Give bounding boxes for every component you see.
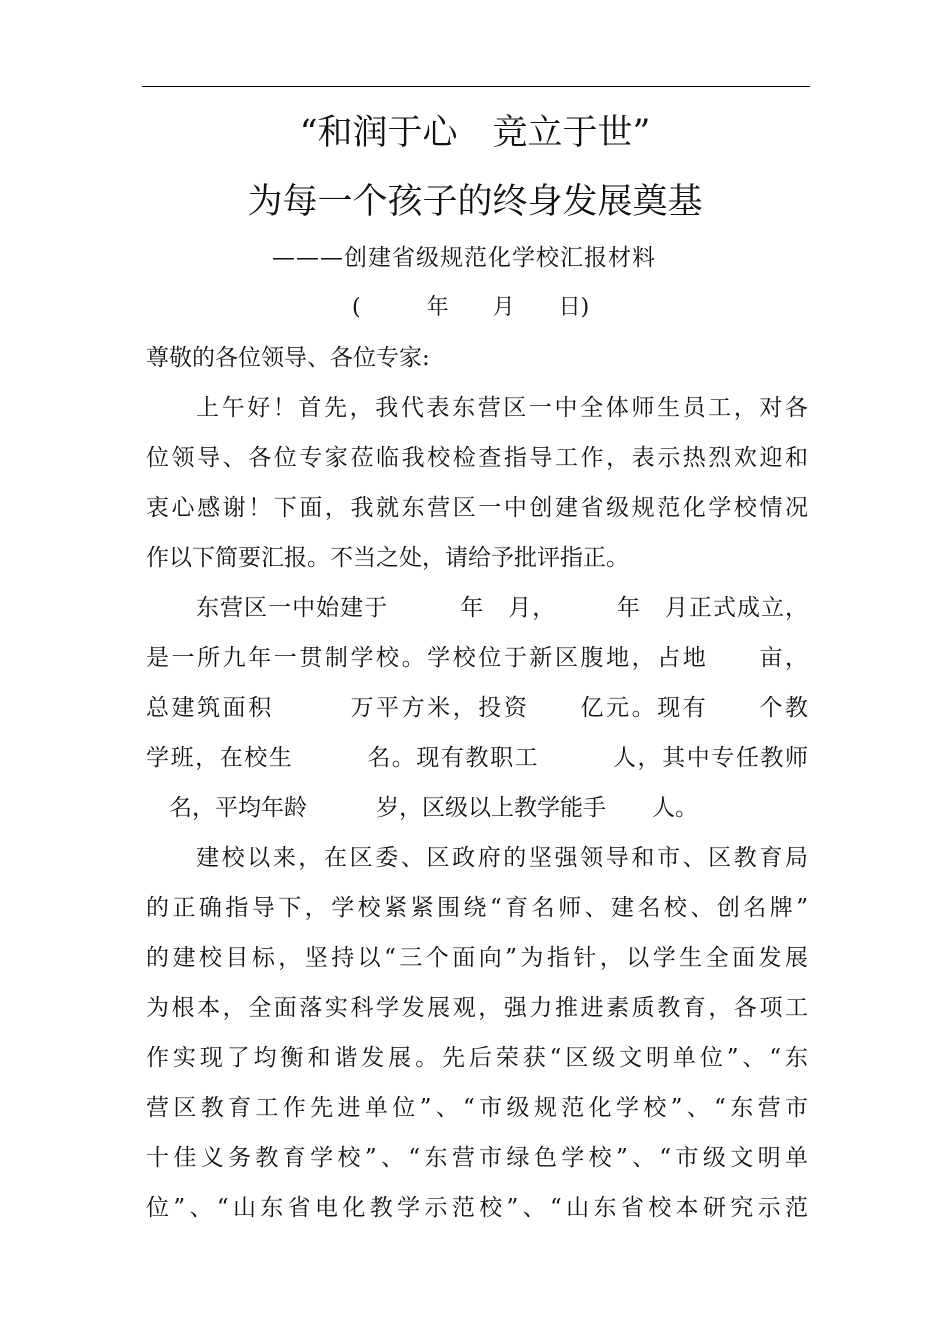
document-subtitle: ———创建省级规范化学校汇报材料 [272,245,656,271]
header-rule [142,86,810,87]
paragraph-line: 的建校目标，坚持以“三个面向”为指针，以学生全面发展 [146,945,808,971]
paragraph-line: 是一所九年一贯制学校。学校位于新区腹地，占地 亩， [146,645,808,671]
paragraph-line: 位领导、各位专家莅临我校检查指导工作，表示热烈欢迎和 [146,445,808,471]
paragraph-line: 作实现了均衡和谐发展。先后荣获“区级文明单位”、“东 [146,1045,808,1071]
paragraph-line: 营区教育工作先进单位”、“市级规范化学校”、“东营市 [146,1095,808,1121]
document-title-line1: “和润于心 竞立于世” [299,113,651,153]
document-title-line2: 为每一个孩子的终身发展奠基 [247,182,703,222]
paragraph-line: 十佳义务教育学校”、“东营市绿色学校”、“市级文明单 [146,1145,808,1171]
paragraph-line: 的正确指导下，学校紧紧围绕“育名师、建名校、创名牌” [146,895,808,921]
paragraph-line: 名，平均年龄 岁，区级以上教学能手 人。 [146,795,698,821]
date-line: ( 年 月 日) [352,295,590,320]
paragraph-line: 学班，在校生 名。现有教职工 人，其中专任教师 [146,745,808,771]
paragraph-line: 东营区一中始建于 年 月， 年 月正式成立， [196,595,808,621]
paragraph-line: 上午好！首先，我代表东营区一中全体师生员工，对各 [196,395,808,421]
paragraph-line: 总建筑面积 万平方米，投资 亿元。现有 个教 [146,695,808,721]
paragraph-line: 作以下简要汇报。不当之处，请给予批评指正。 [146,545,629,571]
paragraph-line: 衷心感谢！下面，我就东营区一中创建省级规范化学校情况 [146,495,808,521]
paragraph-line: 建校以来，在区委、区政府的坚强领导和市、区教育局 [196,845,808,871]
salutation: 尊敬的各位领导、各位专家: [146,345,430,371]
paragraph-line: 为根本，全面落实科学发展观，强力推进素质教育，各项工 [146,995,808,1021]
paragraph-line: 位”、“山东省电化教学示范校”、“山东省校本研究示范 [146,1195,808,1221]
